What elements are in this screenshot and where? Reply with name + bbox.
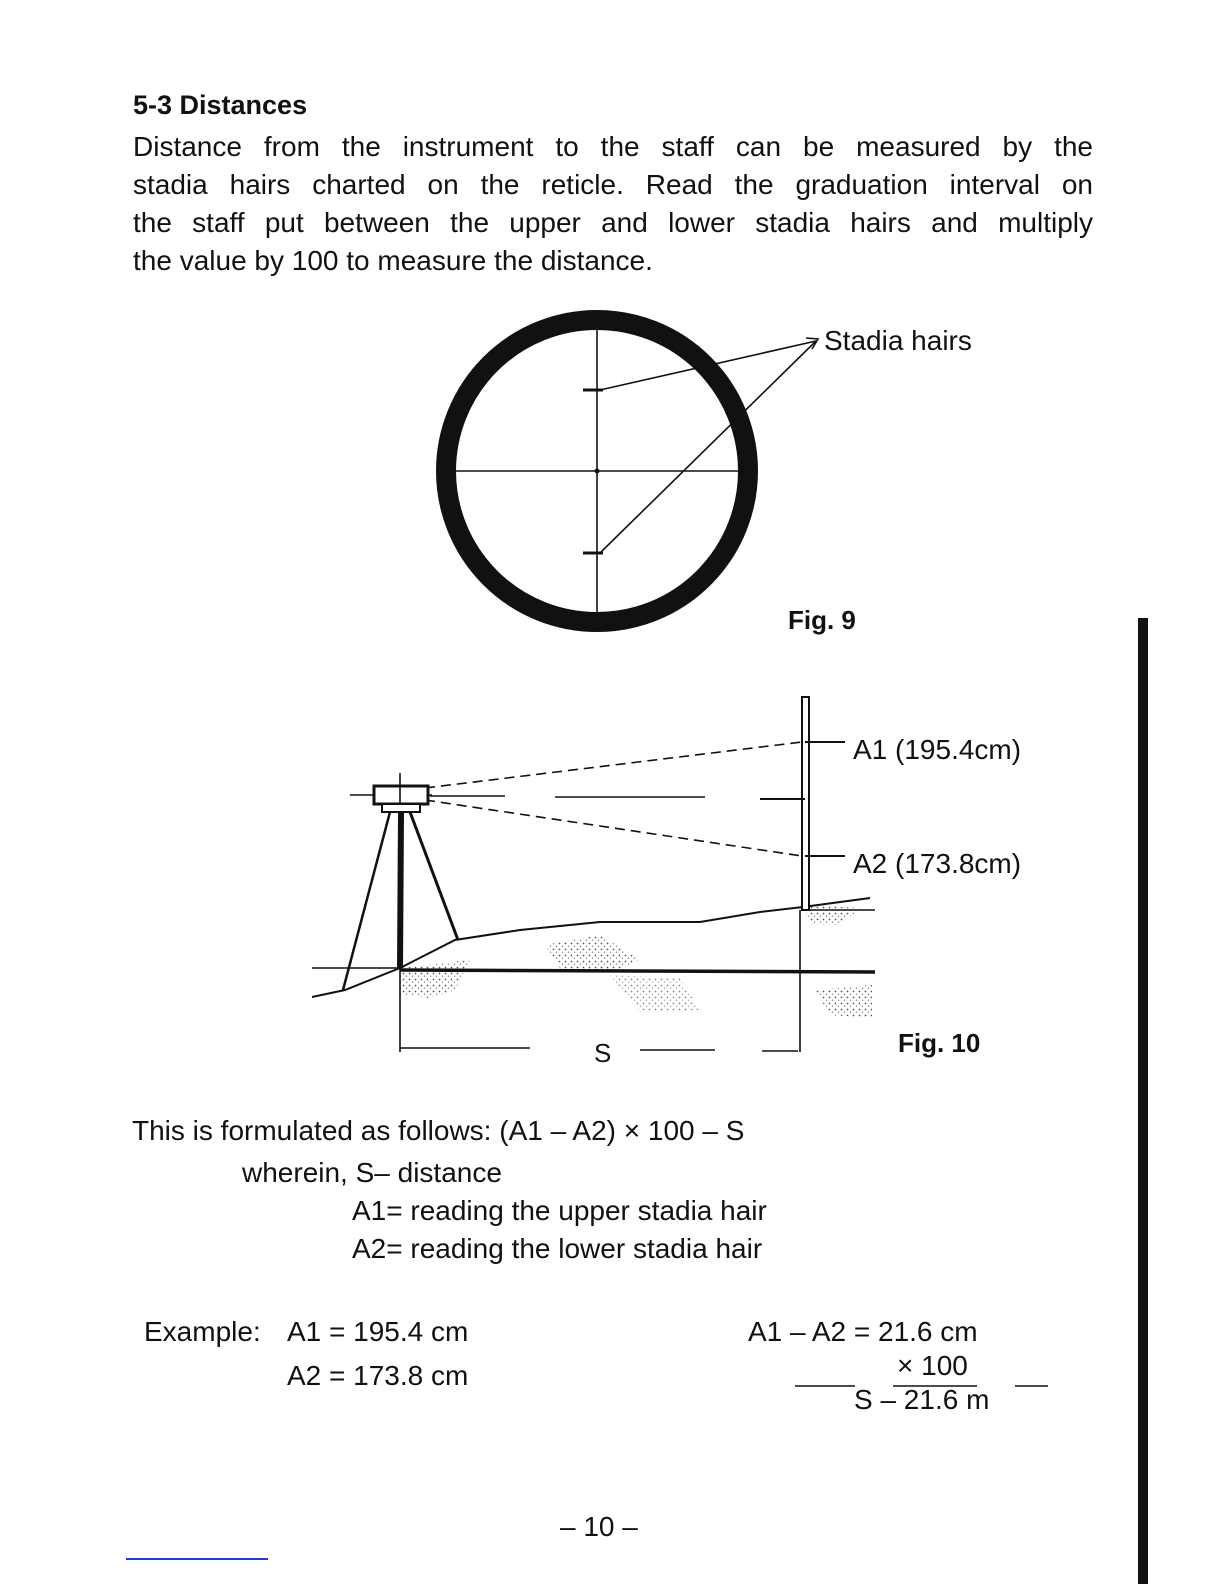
- example-label: Example:: [144, 1316, 261, 1347]
- page-edge-bar: [1138, 618, 1148, 1584]
- paragraph-line: stadia hairs charted on the reticle. Read the graduation interval on: [133, 169, 1093, 200]
- lower-sight-line: [425, 800, 802, 856]
- formula-wherein: wherein, S– distance: [242, 1157, 502, 1188]
- staff-figure: [312, 697, 875, 1052]
- ground-shading: [803, 905, 860, 925]
- fig10-caption: Fig. 10: [898, 1028, 981, 1058]
- ground-shading: [400, 960, 470, 998]
- ground-shading: [545, 935, 640, 972]
- tripod-leg: [410, 812, 458, 940]
- example-result: S – 21.6 m: [854, 1384, 990, 1415]
- ground-shading: [610, 975, 700, 1012]
- formula-a2-definition: A2= reading the lower stadia hair: [352, 1233, 763, 1264]
- example-a1: A1 = 195.4 cm: [287, 1316, 469, 1347]
- distance-s-label: S: [594, 1038, 612, 1068]
- tripod-leg: [400, 812, 401, 968]
- reticle-center: [595, 469, 600, 474]
- level-instrument: [374, 786, 428, 804]
- reticle-figure: [446, 320, 818, 622]
- example-a2: A2 = 173.8 cm: [287, 1360, 469, 1391]
- a2-reading-label: A2 (173.8cm): [853, 848, 1022, 879]
- ground-baseline: [400, 970, 875, 972]
- upper-sight-line: [425, 742, 802, 788]
- formula-main: This is formulated as follows: (A1 – A2) × 100 – S: [132, 1115, 745, 1146]
- ground-shading: [815, 985, 872, 1018]
- example-multiplier: × 100: [897, 1350, 968, 1381]
- a1-reading-label: A1 (195.4cm): [853, 734, 1022, 765]
- paragraph-line: the staff put between the upper and lower stadia hairs and multiply: [133, 207, 1093, 238]
- section-heading: 5-3 Distances: [133, 90, 308, 120]
- paragraph-line: the value by 100 to measure the distance.: [133, 245, 653, 276]
- page-number: – 10 –: [560, 1511, 638, 1542]
- example-difference: A1 – A2 = 21.6 cm: [748, 1316, 978, 1347]
- tripod-leg: [343, 812, 390, 990]
- leveling-staff: [802, 697, 809, 910]
- fig9-caption: Fig. 9: [788, 605, 856, 635]
- paragraph-line: Distance from the instrument to the staff can be measured by the: [133, 131, 1093, 162]
- formula-a1-definition: A1= reading the upper stadia hair: [352, 1195, 767, 1226]
- tribrach: [382, 804, 420, 812]
- stadia-hairs-label: Stadia hairs: [824, 325, 972, 356]
